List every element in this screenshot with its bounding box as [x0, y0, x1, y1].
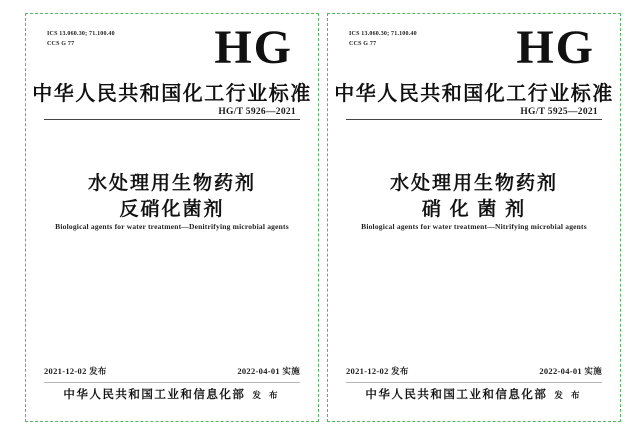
standard-title [26, 171, 318, 223]
standard-title-line2: 硝 化 菌 剂 [421, 199, 527, 221]
hg-logo: HG [214, 21, 293, 74]
hg-logo: HG [516, 21, 595, 74]
implementation-date: 2022-04-01 实施 [539, 366, 602, 376]
publisher-name: 中华人民共和国工业和信息化部 [63, 389, 246, 401]
header-divider [44, 119, 300, 120]
publisher-row [26, 386, 318, 402]
header-divider [346, 119, 602, 120]
standard-title-english: Biological agents for water treatment—Denitrifying microbial agents [55, 222, 289, 231]
issue-date: 2021-12-02 发布 [346, 366, 409, 376]
standard-number: HG/T 5925—2021 [520, 107, 598, 117]
standard-title [328, 171, 620, 223]
implementation-date: 2022-04-01 实施 [237, 366, 300, 376]
publisher-name: 中华人民共和国工业和信息化部 [365, 389, 548, 401]
ics-classification-block [349, 29, 417, 49]
standard-title-line2: 反硝化菌剂 [119, 199, 225, 221]
standard-cover-nitrifying [327, 13, 621, 422]
dates-row [44, 365, 300, 383]
ics-code: ICS 13.060.30; 71.100.40 [349, 31, 417, 37]
standard-title-line1: 水处理用生物药剂 [87, 173, 256, 194]
publisher-suffix: 发 布 [252, 390, 281, 400]
issue-date: 2021-12-02 发布 [44, 366, 107, 376]
ics-classification-block [47, 29, 115, 49]
standard-title-english: Biological agents for water treatment—Nitrifying microbial agents [361, 222, 587, 231]
standard-cover-denitrifying [25, 13, 319, 422]
publisher-suffix: 发 布 [554, 390, 583, 400]
standard-title-line1: 水处理用生物药剂 [389, 173, 558, 194]
standard-number: HG/T 5926—2021 [218, 107, 296, 117]
dates-row [346, 365, 602, 383]
publisher-row [328, 386, 620, 402]
ccs-code: CCS G 77 [47, 41, 75, 48]
ics-code: ICS 13.060.30; 71.100.40 [47, 31, 115, 37]
standard-type-heading: 中华人民共和国化工行业标准 [334, 83, 614, 105]
standard-type-heading: 中华人民共和国化工行业标准 [32, 83, 312, 105]
ccs-code: CCS G 77 [349, 41, 377, 48]
